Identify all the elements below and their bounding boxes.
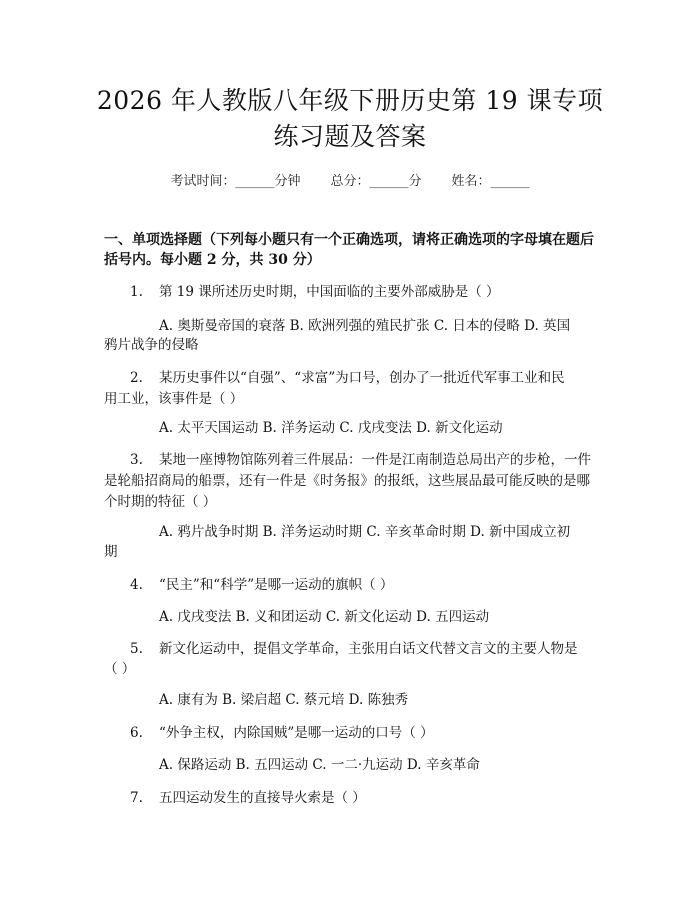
question-number: 7. [130,790,143,806]
question-number: 3. [130,452,143,468]
question-4-options [104,607,604,627]
question-text: “民主”和“科学”是哪一运动的旗帜（ ） [159,577,394,593]
question-text: 个时期的特征（ ） [104,494,217,510]
exam-meta [0,170,700,189]
question-text: 是轮船招商局的船票，还有一件是《时务报》的报纸，这些展品最可能反映的是哪 [104,473,590,489]
question-number: 4. [130,577,143,593]
question-5-cont [104,659,604,679]
exam-time: 考试时间：______分钟 [170,174,301,189]
question-7 [104,788,604,808]
section-heading-line-1: 一、单项选择题（下列每小题只有一个正确选项，请将正确选项的字母填在题后 [104,232,594,248]
question-1-options [104,316,604,336]
exam-score: 总分：______分 [330,174,422,189]
question-number: 1. [130,284,143,300]
document-title-line-1: 2026 年人教版八年级下册历史第 19 课专项 [96,86,604,115]
options-line: A. 太平天国运动 B. 洋务运动 C. 戊戌变法 D. 新文化运动 [159,420,503,436]
question-text: 用工业，该事件是（ ） [104,391,244,407]
question-3-cont-1 [104,471,604,491]
question-6-options [104,755,604,775]
document-title-line-2: 练习题及答案 [273,122,427,151]
options-line: A. 奥斯曼帝国的衰落 B. 欧洲列强的殖民扩张 C. 日本的侵略 D. 英国 [159,318,571,334]
question-3-cont-2 [104,492,604,512]
question-3 [104,450,604,470]
question-6 [104,723,604,743]
options-line: A. 保路运动 B. 五四运动 C. 一二·九运动 D. 辛亥革命 [159,757,480,773]
options-line: A. 戊戌变法 B. 义和团运动 C. 新文化运动 D. 五四运动 [159,609,490,625]
question-2-cont [104,389,604,409]
question-text: 五四运动发生的直接导火索是（ ） [159,790,366,806]
question-text: 某地一座博物馆陈列着三件展品：一件是江南制造总局出产的步枪，一件 [159,452,591,468]
question-text: 第 19 课所述历史时期，中国面临的主要外部威胁是（ ） [159,284,500,300]
question-2 [104,368,604,388]
question-1-options-cont [104,335,604,355]
question-3-options-cont [104,542,604,562]
question-1 [104,282,604,302]
question-number: 6. [130,725,143,741]
question-2-options [104,418,604,438]
options-line: 期 [104,544,118,560]
exam-name: 姓名：______ [451,174,530,189]
section-heading-line-2: 括号内。每小题 2 分，共 30 分） [104,252,321,268]
question-number: 2. [130,370,143,386]
question-number: 5. [130,641,143,657]
question-4 [104,575,604,595]
question-text: “外争主权，内除国贼”是哪一运动的口号（ ） [159,725,434,741]
question-5 [104,639,604,659]
options-line: A. 康有为 B. 梁启超 C. 蔡元培 D. 陈独秀 [159,692,409,708]
question-text: （ ） [104,661,136,677]
question-text: 新文化运动中，提倡文学革命，主张用白话文代替文言文的主要人物是 [159,641,578,657]
options-line: 鸦片战争的侵略 [104,337,199,353]
question-3-options [104,522,604,542]
options-line: A. 鸦片战争时期 B. 洋务运动时期 C. 辛亥革命时期 D. 新中国成立初 [159,524,571,540]
question-text: 某历史事件以“自强”、“求富”为口号，创办了一批近代军事工业和民 [159,370,565,386]
question-5-options [104,690,604,710]
